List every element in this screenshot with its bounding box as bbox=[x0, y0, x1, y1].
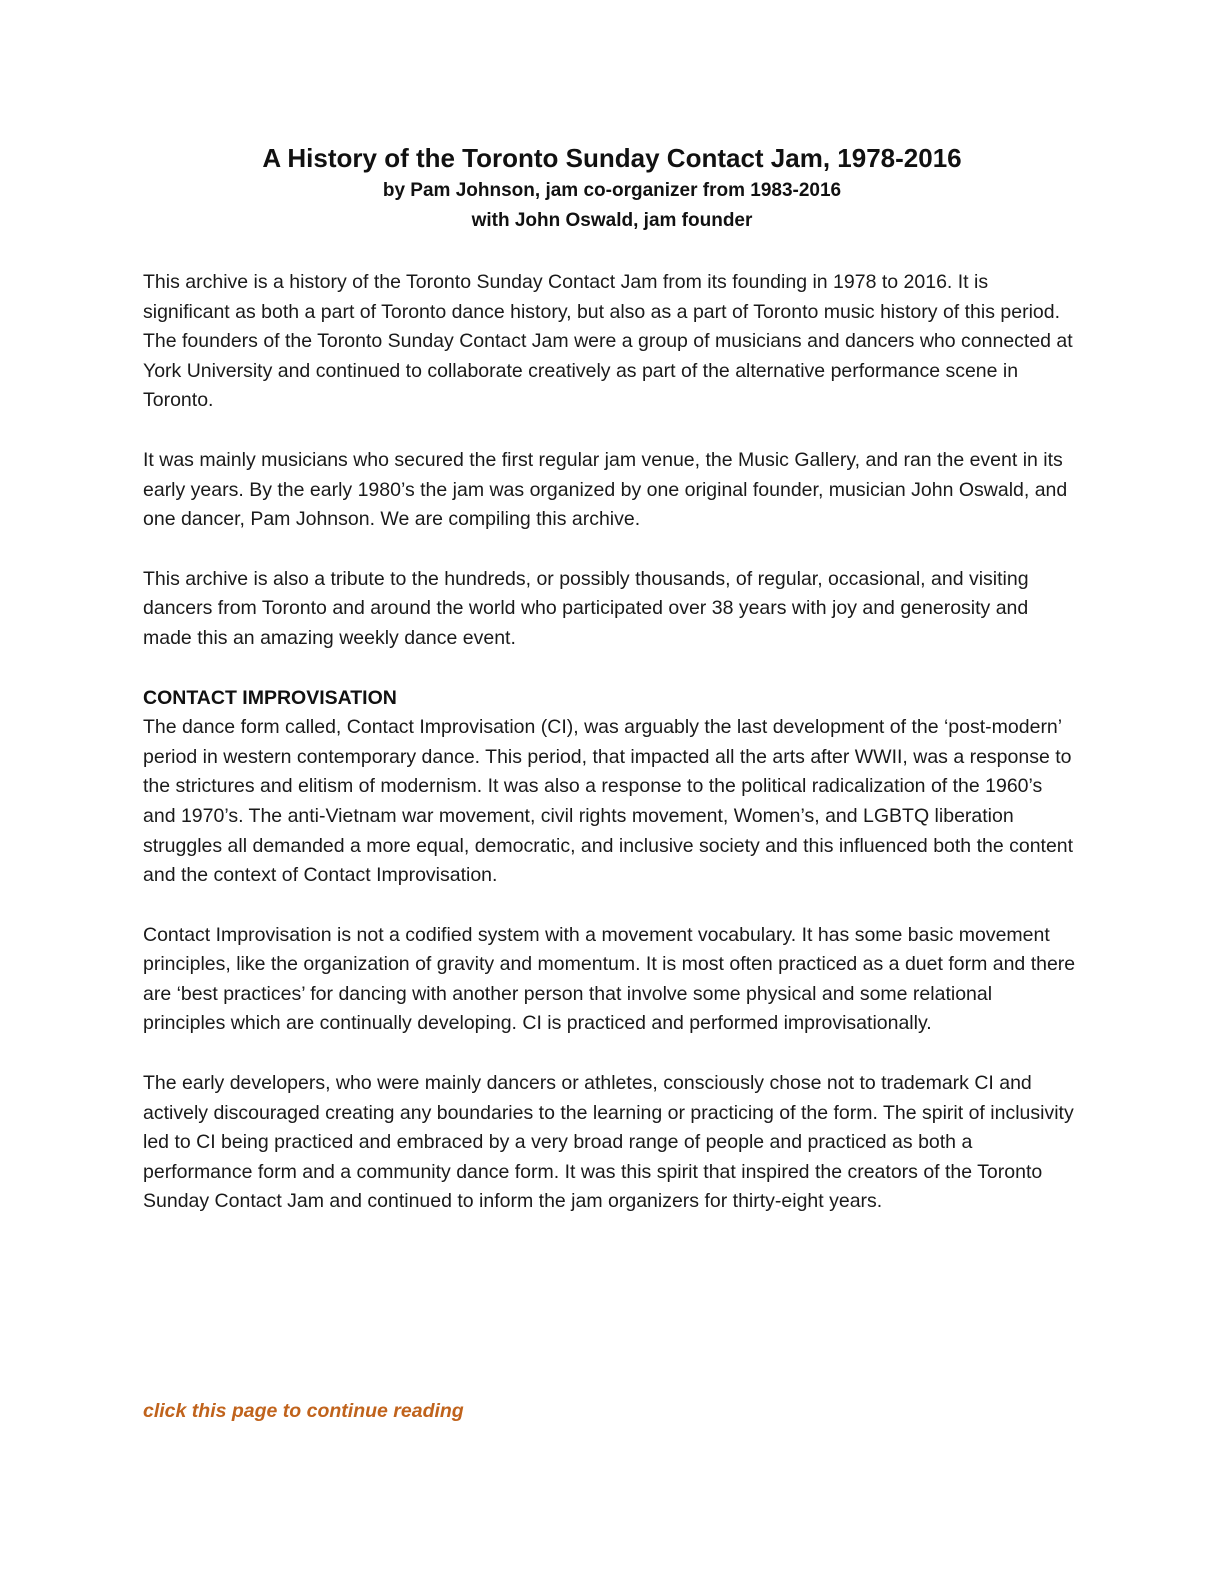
intro-paragraph: This archive is a history of the Toronto Sunday Contact Jam from its founding in 1978 to 2016. It is significant as both a part of Toronto dance history, but also as a part of Toronto music history of this period. The founders of the Toronto Sunday Contact Jam were a group of musicians and dancers who connected at York University and continued to collaborate creatively as part of the alternative performance scene in Toronto. bbox=[143, 271, 1073, 412]
document-header bbox=[0, 140, 1224, 236]
continue-reading-link[interactable]: click this page to continue reading bbox=[143, 1400, 464, 1422]
author-byline: by Pam Johnson, jam co-organizer from 1983-2016 bbox=[382, 180, 842, 201]
document-body bbox=[143, 268, 1078, 1247]
section-heading: CONTACT IMPROVISATION bbox=[143, 686, 397, 709]
ci-history-paragraph: The dance form called, Contact Improvisation (CI), was arguably the last development of the ‘post-modern’ period in western contemporary dance. This period, that impacted all the arts after WWII, was a response to the strictures and elitism of modernism. It was also a response to the political radicalization of the 1960’s and 1970’s. The anti-Vietnam war movement, civil rights movement, Women’s, and LGBTQ liberation struggles all demanded a more equal, democratic, and inclusive society and this influenced both the content and the context of Contact Improvisation. bbox=[143, 716, 1074, 887]
ci-inclusivity-paragraph: The early developers, who were mainly dancers or athletes, consciously chose not to trademark CI and actively discouraged creating any boundaries to the learning or practicing of the form. The spirit of inclusivity led to CI being practiced and embraced by a very broad range of people and practiced as both a performance form and a community dance form. It was this spirit that inspired the creators of the Toronto Sunday Contact Jam and continued to inform the jam organizers for thirty-eight years. bbox=[143, 1072, 1074, 1213]
document-title: A History of the Toronto Sunday Contact Jam, 1978-2016 bbox=[262, 143, 962, 173]
musicians-paragraph: It was mainly musicians who secured the first regular jam venue, the Music Gallery, and ran the event in its early years. By the early 1980’s the jam was organized by one original founder, musician John Oswald, and one dancer, Pam Johnson. We are compiling this archive. bbox=[143, 448, 1068, 531]
tribute-paragraph: This archive is also a tribute to the hundreds, or possibly thousands, of regular, occasional, and visiting dancers from Toronto and around the world who participated over 38 years with joy and generosity and made this an amazing weekly dance event. bbox=[143, 567, 1029, 649]
founder-byline: with John Oswald, jam founder bbox=[471, 210, 753, 231]
ci-principles-paragraph: Contact Improvisation is not a codified system with a movement vocabulary. It has some basic movement principles, like the organization of gravity and momentum. It is most often practiced as a duet form and there are ‘best practices’ for dancing with another person that involve some physical and some relational principles which are continually developing. CI is practiced and performed improvisationally. bbox=[143, 923, 1076, 1035]
